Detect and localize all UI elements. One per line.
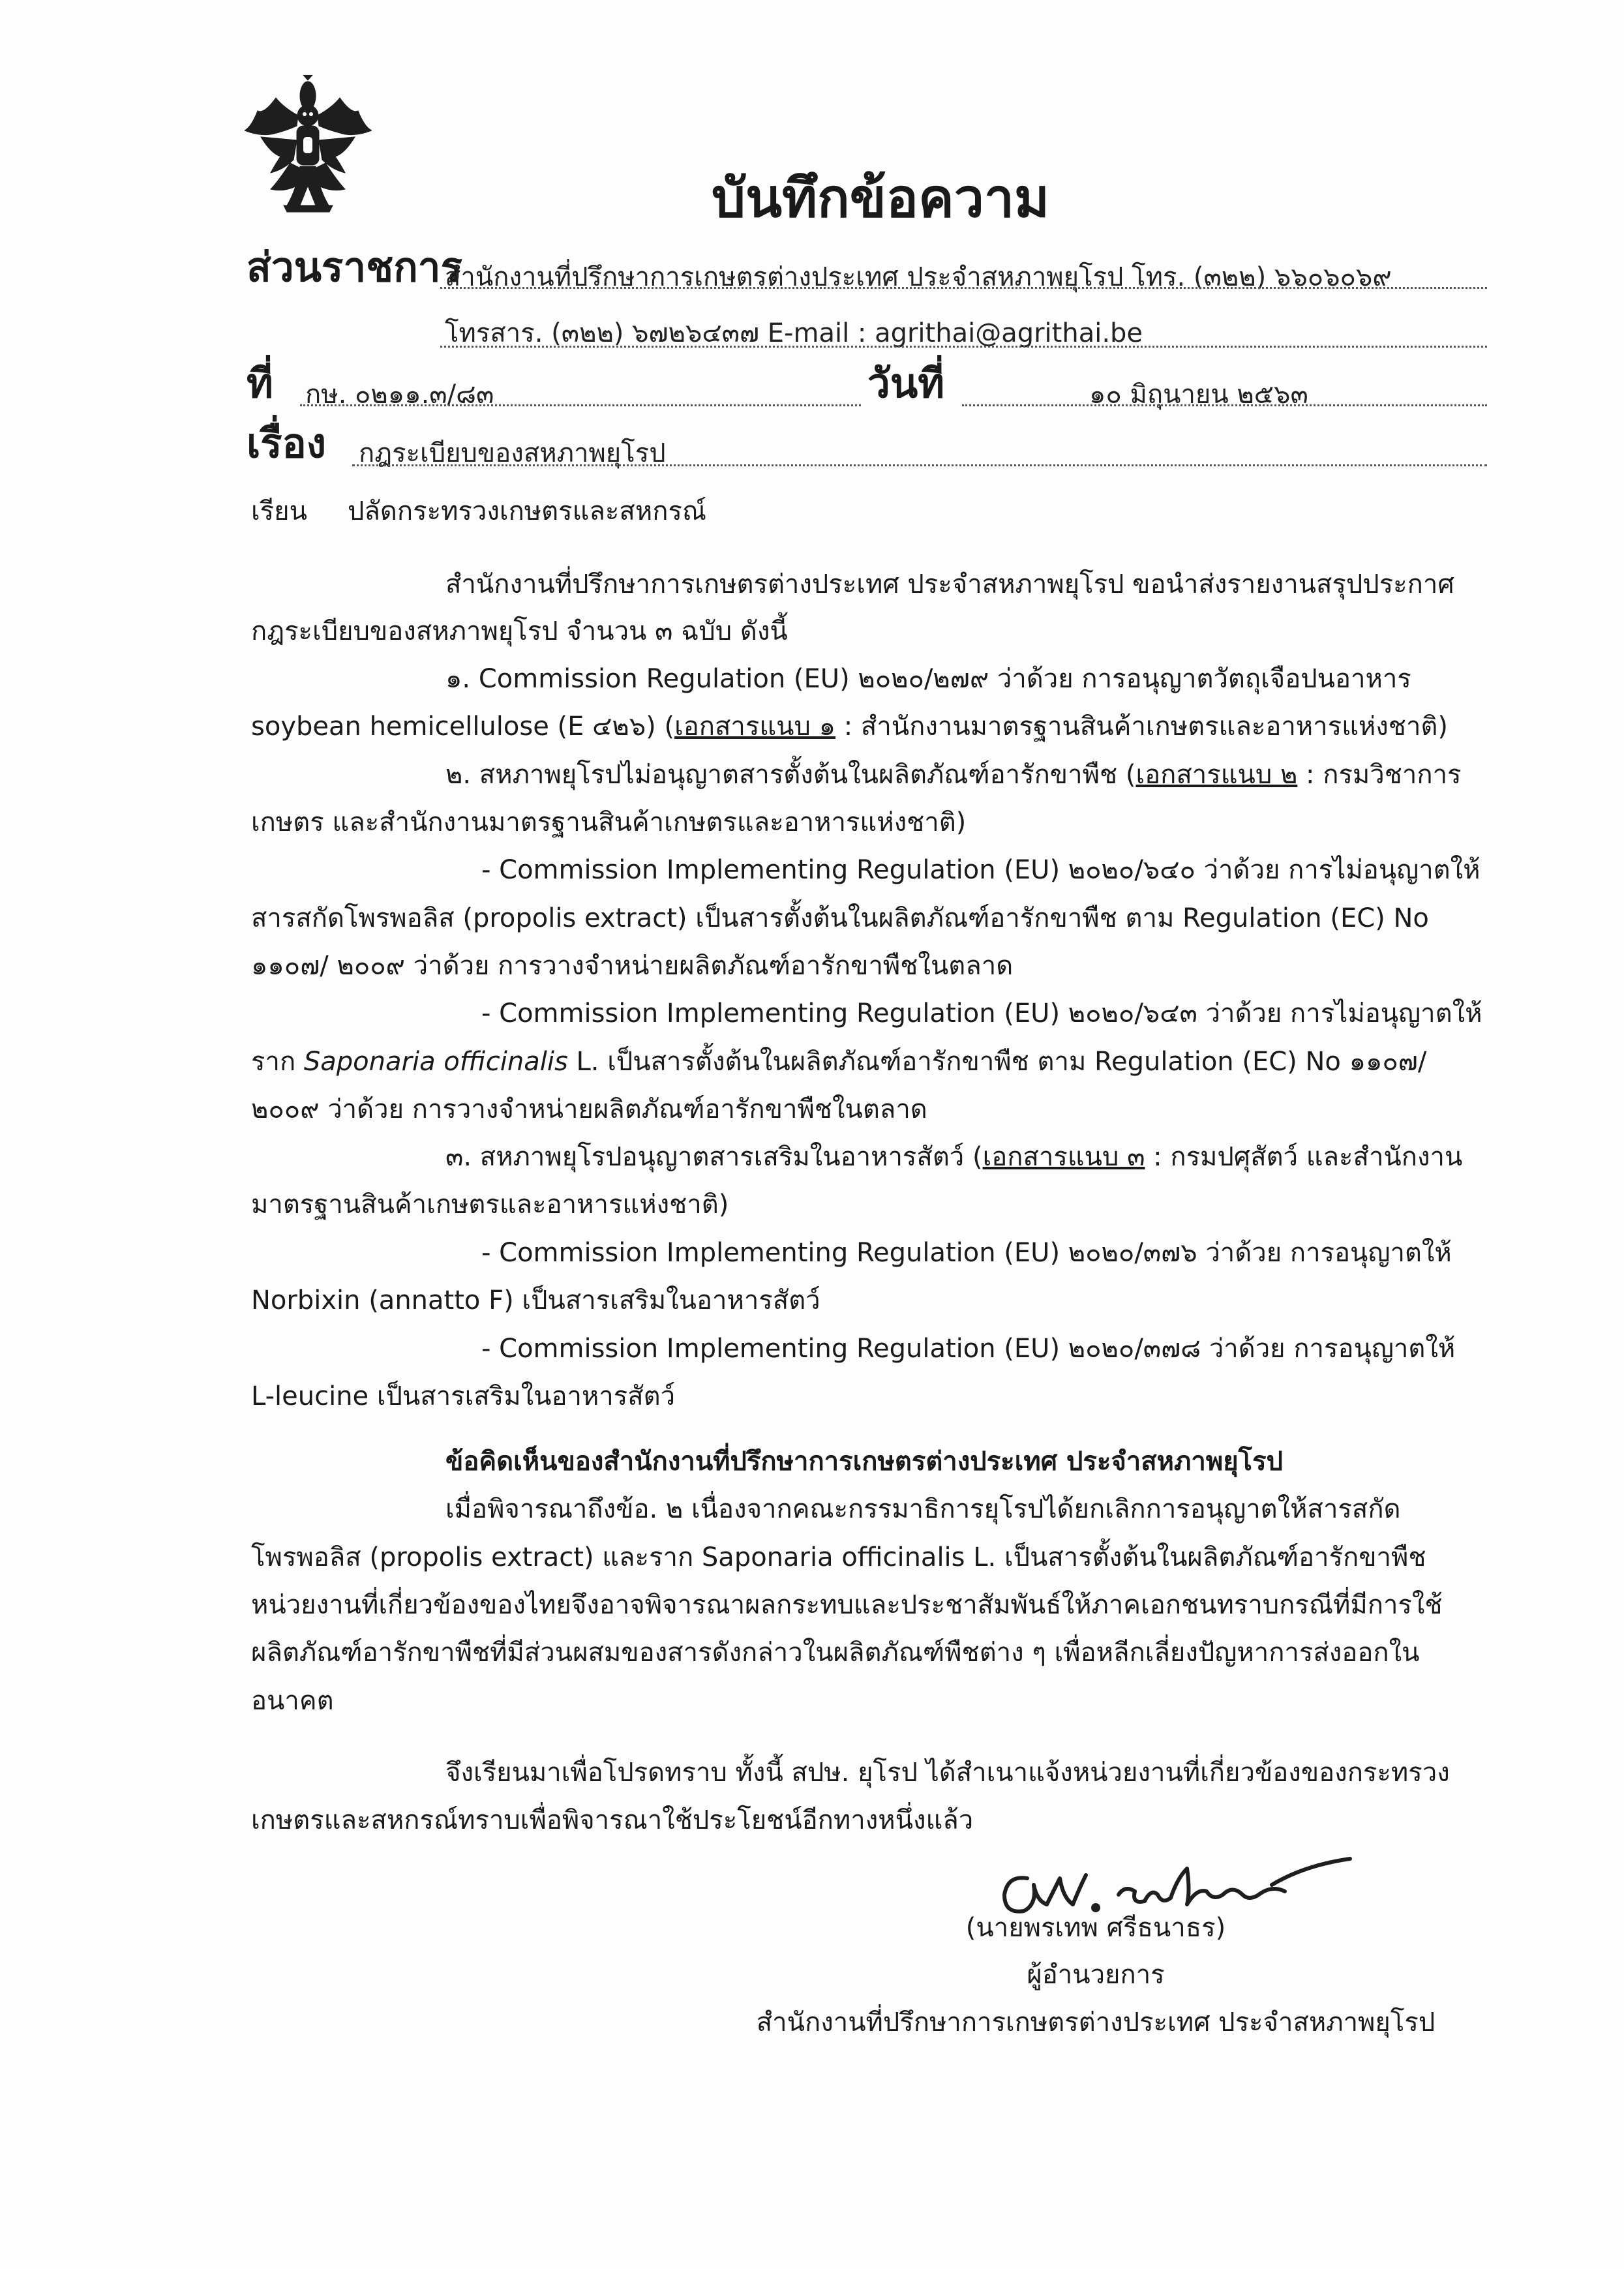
opinion-line-3: หน่วยงานที่เกี่ยวข้องของไทยจึงอาจพิจารณาผลกระทบและประชาสัมพันธ์ให้ภาคเอกชนทราบกรณีที่มีการใช้ [251, 1590, 1443, 1620]
item3b-line-1: - Commission Implementing Regulation (EU) ๒๐๒๐/๓๗๘ ว่าด้วย การอนุญาตให้ [481, 1334, 1456, 1364]
item3a-line-1: - Commission Implementing Regulation (EU) ๒๐๒๐/๓๗๖ ว่าด้วย การอนุญาตให้ [481, 1238, 1452, 1268]
ref-value: กษ. ๐๒๑๑.๓/๘๓ [305, 380, 494, 410]
attachment-2-link: เอกสารแนบ ๒ [1135, 760, 1298, 790]
item2a-line-2: สารสกัดโพรพอลิส (propolis extract) เป็นสารตั้งต้นในผลิตภัณฑ์อารักขาพืช ตาม Regulation (EC) No [251, 903, 1429, 933]
garuda-emblem-icon [245, 75, 372, 215]
closing-line-1: จึงเรียนมาเพื่อโปรดทราบ ทั้งนี้ สปษ. ยุโรป ได้สำเนาแจ้งหน่วยงานที่เกี่ยวข้องของกระทรวง [445, 1758, 1450, 1788]
item2-line-1: ๒. สหภาพยุโรปไม่อนุญาตสารตั้งต้นในผลิตภัณฑ์อารักขาพืช (เอกสารแนบ ๒ : กรมวิชาการ [445, 760, 1462, 790]
item2a-line-3: ๑๑๐๗/ ๒๐๐๙ ว่าด้วย การวางจำหน่ายผลิตภัณฑ์อารักขาพืชในตลาด [251, 951, 1014, 981]
opinion-line-5: อนาคต [251, 1686, 334, 1716]
signer-office: สำนักงานที่ปรึกษาการเกษตรต่างประเทศ ประจำสหภาพยุโรป [756, 2007, 1436, 2037]
closing-line-2: เกษตรและสหกรณ์ทราบเพื่อพิจารณาใช้ประโยชน์อีกทางหนึ่งแล้ว [251, 1805, 974, 1835]
agency-label: ส่วนราชการ [247, 243, 462, 291]
item3-line-2: มาตรฐานสินค้าเกษตรและอาหารแห่งชาติ) [251, 1190, 729, 1220]
item2a-line-1: - Commission Implementing Regulation (EU) ๒๐๒๐/๖๔๐ ว่าด้วย การไม่อนุญาตให้ [481, 855, 1481, 885]
item1-line-2: soybean hemicellulose (E ๔๒๖) (เอกสารแนบ ๑ : สำนักงานมาตรฐานสินค้าเกษตรและอาหารแห่งชาติ) [251, 712, 1448, 742]
opinion-heading: ข้อคิดเห็นของสำนักงานที่ปรึกษาการเกษตรต่างประเทศ ประจำสหภาพยุโรป [445, 1447, 1284, 1477]
ref-dotted-line [300, 404, 861, 406]
ref-label: ที่ [247, 359, 273, 407]
date-dotted-line [962, 404, 1487, 406]
agency-line1: สำนักงานที่ปรึกษาการเกษตรต่างประเทศ ประจำสหภาพยุโรป โทร. (๓๒๒) ๖๖๐๖๐๖๙ [445, 262, 1392, 292]
subject-label: เรื่อง [247, 419, 327, 467]
agency-dotted-line [440, 287, 1487, 289]
signer-name: (นายพรเทพ ศรีธนาธร) [965, 1913, 1226, 1943]
opinion-line-4: ผลิตภัณฑ์อารักขาพืชที่มีส่วนผสมของสารดังกล่าวในผลิตภัณฑ์พืชต่าง ๆ เพื่อหลีกเลี่ยงปัญหาการส่งออกใน [251, 1638, 1420, 1668]
item2b-line-1: - Commission Implementing Regulation (EU) ๒๐๒๐/๖๔๓ ว่าด้วย การไม่อนุญาตให้ [481, 999, 1482, 1029]
item3b-line-2: L-leucine เป็นสารเสริมในอาหารสัตว์ [251, 1381, 676, 1411]
attachment-1-link: เอกสารแนบ ๑ [674, 712, 835, 742]
agency-dotted-line-2 [440, 346, 1487, 348]
item3a-line-2: Norbixin (annatto F) เป็นสารเสริมในอาหารสัตว์ [251, 1285, 820, 1315]
agency-line2: โทรสาร. (๓๒๒) ๖๗๒๖๔๓๗ E-mail : agrithai@agrithai.be [445, 318, 1143, 348]
item3-line-1: ๓. สหภาพยุโรปอนุญาตสารเสริมในอาหารสัตว์ (เอกสารแนบ ๓ : กรมปศุสัตว์ และสำนักงาน [445, 1142, 1463, 1172]
opinion-line-1: เมื่อพิจารณาถึงข้อ. ๒ เนื่องจากคณะกรรมาธิการยุโรปได้ยกเลิกการอนุญาตให้สารสกัด [445, 1494, 1401, 1524]
date-value: ๑๐ มิถุนายน ๒๕๖๓ [1089, 380, 1308, 410]
item2b-line-2: ราก Saponaria officinalis L. เป็นสารตั้งต้นในผลิตภัณฑ์อารักขาพืช ตาม Regulation (EC) No ๑๑๐๗/ [251, 1047, 1427, 1077]
intro-line-1: สำนักงานที่ปรึกษาการเกษตรต่างประเทศ ประจำสหภาพยุโรป ขอนำส่งรายงานสรุปประกาศ [445, 569, 1454, 599]
memo-title: บันทึกข้อความ [711, 168, 1050, 230]
signer-position: ผู้อำนวยการ [1027, 1960, 1165, 1990]
intro-line-2: กฎระเบียบของสหภาพยุโรป จำนวน ๓ ฉบับ ดังนี้ [251, 616, 788, 646]
opinion-line-2: โพรพอลิส (propolis extract) และราก Saponaria officinalis L. เป็นสารตั้งต้นในผลิตภัณฑ์อารักขาพืช [251, 1542, 1426, 1572]
item2-line-2: เกษตร และสำนักงานมาตรฐานสินค้าเกษตรและอาหารแห่งชาติ) [251, 807, 967, 837]
item2b-line-3: ๒๐๐๙ ว่าด้วย การวางจำหน่ายผลิตภัณฑ์อารักขาพืชในตลาด [251, 1094, 927, 1124]
item1-line-1: ๑. Commission Regulation (EU) ๒๐๒๐/๒๗๙ ว่าด้วย การอนุญาตวัตถุเจือปนอาหาร [445, 664, 1411, 694]
subject-value: กฎระเบียบของสหภาพยุโรป [359, 438, 666, 468]
salutation-label: เรียน [251, 496, 307, 526]
salutation-value: ปลัดกระทรวงเกษตรและสหกรณ์ [348, 496, 706, 526]
date-label: วันที่ [867, 359, 945, 407]
subject-dotted-line [352, 464, 1487, 466]
attachment-3-link: เอกสารแนบ ๓ [982, 1142, 1145, 1172]
